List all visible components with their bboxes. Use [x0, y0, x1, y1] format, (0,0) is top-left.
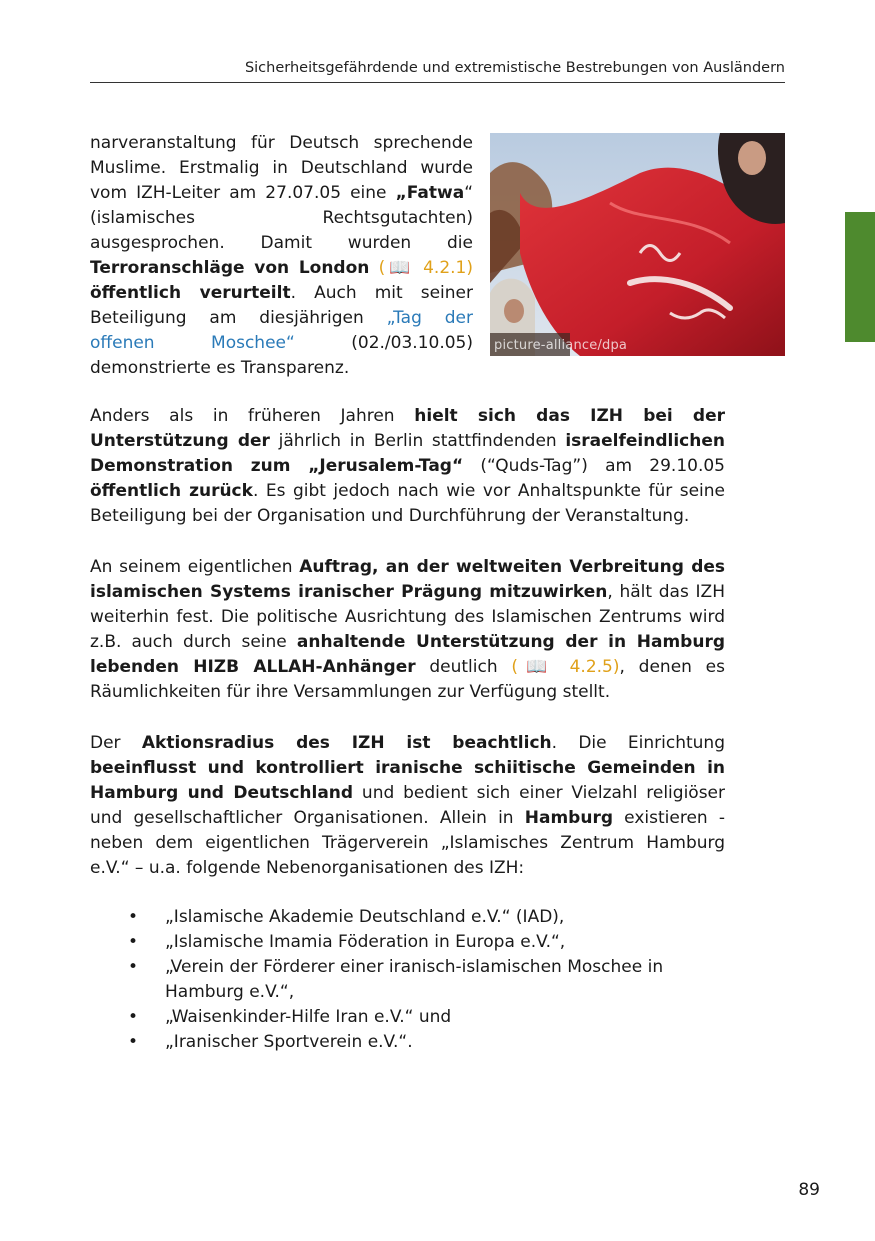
list-item: [128, 905, 728, 930]
paragraph-4-text-4: existieren - neben dem eigentlichen Trägerverein „Islamisches Zentrum Hamburg e.V.“ – u.a. folgende Nebenorganisationen des IZH:: [90, 808, 725, 878]
paragraph-4: [90, 731, 725, 881]
paragraph-2-bold-1: hielt sich das IZH bei der Unterstützung der: [90, 406, 725, 451]
paragraph-3-bold-2: anhaltende Unterstützung der in Hamburg lebenden HIZB ALLAH-Anhänger: [90, 632, 725, 677]
list-item: [128, 955, 728, 1005]
paragraph-4-bold-2: beeinflusst und kontrolliert iranische schiitische Gemeinden in Hamburg und Deutschland: [90, 758, 725, 803]
paragraph-3-text-3: deutlich: [415, 657, 512, 677]
paragraph-1-text-1: narveranstaltung für Deutsch sprechende Muslime. Erstmalig in Deutschland wurde vom IZH-Leiter am 27.07.05 eine: [90, 133, 473, 203]
bullet-icon: •: [128, 1007, 139, 1027]
paragraph-4-bold-3: Hamburg: [524, 808, 614, 828]
list-item-text: „Waisenkinder-Hilfe Iran e.V.“ und: [165, 1007, 452, 1027]
bullet-icon: •: [128, 907, 139, 927]
paragraph-4-text-1: Der: [90, 733, 142, 753]
photo-illustration: [490, 133, 785, 356]
list-item: [128, 1030, 728, 1055]
paragraph-1-text-3: . Auch mit seiner Beteiligung am diesjährigen: [90, 283, 473, 328]
list-item-text: „Verein der Förderer einer iranisch-islamischen Moschee in Hamburg e.V.“,: [165, 957, 664, 1002]
bullet-icon: •: [128, 932, 139, 952]
list-item-text: „Islamische Imamia Föderation in Europa e.V.“,: [165, 932, 566, 952]
paragraph-2-text-4: . Es gibt jedoch nach wie vor Anhaltspunkte für seine Beteiligung bei der Organisation und Durchführung der Veranstaltung.: [90, 481, 726, 526]
paragraph-1-bold-1: „Fatwa: [395, 183, 465, 203]
photo-credit: picture-alliance/dpa: [494, 338, 628, 353]
paragraph-3-text-4: , denen es Räumlichkeiten für ihre Versammlungen zur Verfügung stellt.: [90, 657, 725, 702]
paragraph-1-bold-3: öffentlich verurteilt: [90, 283, 291, 303]
bullet-icon: •: [128, 1032, 139, 1052]
chapter-side-tab: [845, 212, 875, 342]
paragraph-4-bold-1: Aktionsradius des IZH ist beachtlich: [141, 733, 552, 753]
paragraph-2: [90, 404, 725, 529]
paragraph-2-bold-2: israelfeindlichen Demonstration zum „Jerusalem-Tag“: [90, 431, 725, 476]
list-item: [128, 930, 728, 955]
header-rule: [90, 82, 785, 83]
list-item-text: „Islamische Akademie Deutschland e.V.“ (IAD),: [165, 907, 565, 927]
paragraph-3: [90, 555, 725, 705]
paragraph-2-bold-3: öffentlich zurück: [90, 481, 253, 501]
paragraph-3-text-2: , hält das IZH weiterhin fest. Die politische Ausrichtung des Islamischen Zentrums wird z.B. auch durch seine: [90, 582, 725, 652]
paragraph-1-bold-2: Terroranschläge von London: [90, 258, 370, 278]
cross-reference-4-2-1[interactable]: (📖 4.2.1): [378, 258, 473, 278]
paragraph-1-text-2: “ (islamisches Rechtsgutachten) ausgesprochen. Damit wurden die: [90, 183, 473, 253]
paragraph-4-text-2: . Die Einrichtung: [551, 733, 725, 753]
page-number: 89: [798, 1180, 820, 1200]
paragraph-2-text-3: (“Quds-Tag”) am 29.10.05: [463, 456, 725, 476]
paragraph-3-text-1: An seinem eigentlichen: [90, 557, 300, 577]
paragraph-3-bold-1: Auftrag, an der weltweiten Verbreitung des islamischen Systems iranischer Prägung mitzuwirken: [90, 557, 726, 602]
cross-reference-4-2-5[interactable]: (📖 4.2.5): [511, 657, 620, 677]
organization-list: [128, 905, 728, 1055]
list-item-text: „Iranischer Sportverein e.V.“.: [165, 1032, 413, 1052]
paragraph-1-text-4: (02./03.10.05) demonstrierte es Transparenz.: [90, 333, 473, 378]
paragraph-4-text-3: und bedient sich einer Vielzahl religiöser und gesellschaftlicher Organisationen. Allein in: [90, 783, 725, 828]
bullet-icon: •: [128, 957, 139, 977]
paragraph-2-text-1: Anders als in früheren Jahren: [90, 406, 415, 426]
paragraph-1: [90, 131, 473, 381]
paragraph-2-text-2: jährlich in Berlin stattfindenden: [269, 431, 566, 451]
photo: [490, 133, 785, 356]
link-tag-der-offenen-moschee[interactable]: „Tag der offenen Moschee“: [90, 308, 474, 353]
running-header: Sicherheitsgefährdende und extremistische Bestrebungen von Ausländern: [244, 60, 785, 76]
list-item: [128, 1005, 728, 1030]
